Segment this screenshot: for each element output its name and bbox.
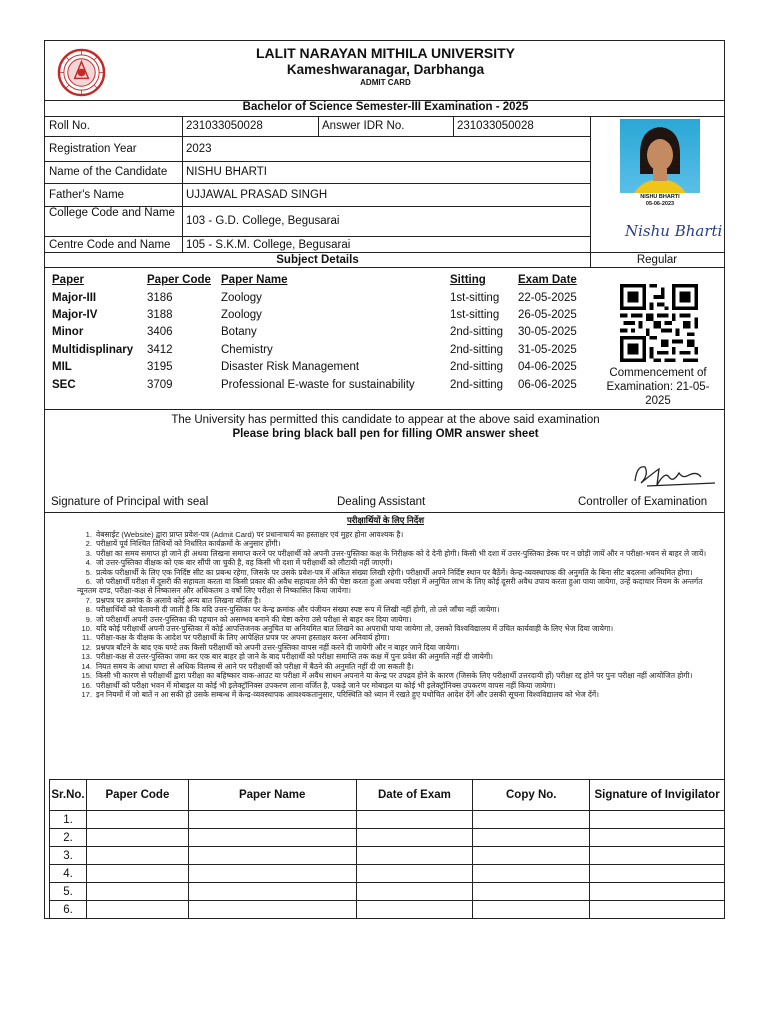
table-header-row (50, 780, 725, 811)
row-code: 3406 (147, 326, 173, 338)
row-number: 6. (50, 901, 87, 919)
candidate-name-label: Name of the Candidate (49, 166, 168, 178)
college-value: 103 - G.D. College, Begusarai (186, 215, 340, 227)
header-date-of-exam: Date of Exam (356, 780, 473, 811)
roll-value: 231033050028 (186, 120, 263, 132)
list-item: 3. परीक्षा का समय समाप्त हो जाने ही अथवा लिखना समाप्त करने पर परीक्षार्थी को अपनी उत्तर-पुस्तिका कक्ष के निरीक्षक को दे देनी होगी। किसी भी दशा में उत्तर-पुस्तिका डेस्क पर न छोड़ी जायें और न परीक्षा-भवन से बाहर ले जायें। (85, 548, 707, 558)
row-number: 1. (50, 811, 87, 829)
commencement-date: Commencement of Examination: 21-05-2025 (606, 367, 710, 407)
list-item: 16. परीक्षार्थी को परीक्षा भवन में मोबाइल या कोई भी इलेक्ट्रॉनिक्स उपकरण लाना वर्जित है, पकड़े जाने पर मोबाइल या कोई भी इलेक्ट्रॉनिक्स उपकरण वापस नहीं किया जायेगा। (81, 680, 556, 690)
row-code: 3188 (147, 309, 173, 321)
list-item: 12. प्रश्नपत्र बाँटने के बाद एक घण्टे तक किसी परीक्षार्थी को अपनी उत्तर-पुस्तिका वापस नहीं करने दी जायेगी और न बाहर जाने दिया जायेगा। (81, 642, 460, 652)
list-item: 2. परीक्षायें पूर्व निश्चित तिथियों को निर्धारित कार्यक्रमों के अनुसार होंगी। (85, 539, 281, 549)
row-sitting: 1st-sitting (450, 292, 500, 304)
row-sitting: 2nd-sitting (450, 379, 504, 391)
row-paper: SEC (52, 379, 76, 391)
row-name: Disaster Risk Management (221, 361, 360, 373)
row-number: 4. (50, 865, 87, 883)
qr-code-icon (620, 284, 698, 362)
row-number: 2. (50, 829, 87, 847)
university-location: Kameshwaranagar, Darbhanga (286, 62, 485, 77)
row-name: Botany (221, 326, 257, 338)
row-sitting: 2nd-sitting (450, 361, 504, 373)
reg-year-value: 2023 (186, 143, 212, 155)
list-item: 15. किसी भी कारण से परीक्षार्थी द्वारा परीक्षा का बहिष्कार वाक-आउट या परीक्षा में अवैध साधन अपनाने या केन्द्र पर उपद्रव होने के कारण (जिसके लिए परीक्षार्थी उत्तरदायी हों) परीक्षा रद्द होने पर पुनः परीक्षा नहीं आयोजित होगी। (81, 671, 693, 681)
row-date: 26-05-2025 (518, 309, 577, 321)
col-paper: Paper (52, 274, 84, 286)
candidate-signature: Nishu Bharti (625, 222, 723, 240)
col-paper-code: Paper Code (147, 274, 211, 286)
row-sitting: 2nd-sitting (450, 326, 504, 338)
row-code: 3709 (147, 379, 173, 391)
list-item: 14. नियत समय के आधा घण्टा से अधिक विलम्ब से आने पर परीक्षार्थी को परीक्षा में बैठने की अनुमति नहीं दी जा सकती है। (81, 661, 414, 671)
instructions-list (77, 530, 707, 699)
row-date: 06-06-2025 (518, 379, 577, 391)
table-row (50, 883, 725, 901)
controller-label: Controller of Examination (578, 496, 708, 508)
pen-notice: Please bring black ball pen for filling OMR answer sheet (232, 428, 539, 440)
row-name: Chemistry (221, 344, 273, 356)
father-name-value: UJJAWAL PRASAD SINGH (186, 189, 328, 201)
exam-status: Regular (636, 254, 678, 266)
header-paper-name: Paper Name (188, 780, 356, 811)
instructions-title: परीक्षार्थियों के लिए निर्देश (346, 515, 425, 525)
table-row (50, 901, 725, 919)
list-item: 10. यदि कोई परीक्षार्थी अपनी उत्तर-पुस्तिका में कोई आपत्तिजनक अनुचित या अनियमित बात लिखने का अपराधी पाया जायेगा तो, उसको विश्वविद्यालय में उचित कार्यवाही के लिए भेज दिया जायेगा। (81, 624, 614, 634)
row-paper: Major-IV (52, 309, 98, 321)
list-item: 17. इन नियमों में जो बातें न आ सकी हो उसके सम्बन्ध में केन्द्र-व्यवस्थापक आवश्यकतानुसार, परिस्थिति को ध्यान में रखते हुए यथोचित आदेश देंगें और उसकी सूचना विश्वविद्यालय को भेज देंगें। (81, 689, 600, 699)
table-row (50, 865, 725, 883)
list-item: 13. परीक्षा-कक्ष से उत्तर-पुस्तिका जमा कर एक बार बाहर हो जाने के बाद परीक्षार्थी को परीक्षा समाप्ति तक कक्ष में पुनः प्रवेश की अनुमति नहीं दी जायेगी। (81, 652, 494, 662)
list-item: 6. जो परीक्षार्थी परीक्षा में दूसरी की सहायता करता या किसी प्रकार की अवैध सहायता लेने की चेष्टा करता हुआ अथवा परीक्षा में अनुचित लाभ के लिए कोई दूसरी अवैध उपाय करता हुआ पाया जायेगा, उन्हें कदाचार नियम के अन्तर्गत न्यूनतम दण्ड, परीक्षा-कक्ष से निष्कासन और अधिकतम 3 वर्षो लिए परीक्षा से निष्कासित किया जायेगा। (77, 577, 703, 596)
document-type: ADMIT CARD (360, 78, 411, 87)
row-name: Zoology (221, 292, 262, 304)
controller-signature-icon (627, 453, 719, 493)
col-paper-name: Paper Name (221, 274, 288, 286)
university-name: LALIT NARAYAN MITHILA UNIVERSITY (255, 45, 515, 61)
college-label: College Code and Name (49, 207, 175, 219)
permission-notice: The University has permitted this candidate to appear at the above said examination (171, 414, 600, 426)
header-paper-code: Paper Code (86, 780, 188, 811)
candidate-name-value: NISHU BHARTI (186, 166, 267, 178)
list-item: 9. जो परीक्षार्थी अपनी उत्तर-पुस्तिका की पहचान को असम्भव बनाने की चेष्टा करेगा उसे परीक्षा से बाहर कर दिया जायेगा। (85, 614, 412, 624)
row-paper: Multidisplinary (52, 344, 134, 356)
table-row (50, 811, 725, 829)
row-paper: Major-III (52, 292, 97, 304)
header-sr-no: Sr.No. (50, 780, 87, 811)
idr-label: Answer IDR No. (322, 120, 405, 132)
row-date: 30-05-2025 (518, 326, 577, 338)
roll-label: Roll No. (49, 120, 90, 132)
photo-caption-date: 05-06-2023 (645, 201, 675, 207)
candidate-photo (620, 119, 700, 209)
row-code: 3412 (147, 344, 173, 356)
idr-value: 231033050028 (457, 120, 534, 132)
subject-details-heading: Subject Details (276, 254, 359, 266)
row-code: 3186 (147, 292, 173, 304)
row-code: 3195 (147, 361, 173, 373)
father-name-label: Father's Name (49, 189, 125, 201)
dealing-assistant-label: Dealing Assistant (337, 496, 426, 508)
row-number: 5. (50, 883, 87, 901)
photo-caption-name: NISHU BHARTI (640, 194, 680, 200)
row-date: 22-05-2025 (518, 292, 577, 304)
list-item: 1. वेबसाईट (Website) द्वारा प्राप्त प्रवेश-पत्र (Admit Card) पर प्रधानाचार्य का हस्ताक्षर एवं मुहर होना आवश्यक है। (85, 530, 404, 539)
invigilator-table (49, 779, 725, 919)
table-row (50, 847, 725, 865)
col-sitting: Sitting (450, 274, 486, 286)
row-sitting: 1st-sitting (450, 309, 500, 321)
row-date: 31-05-2025 (518, 344, 577, 356)
list-item: 11. परीक्षा-कक्ष के वीक्षक के आदेश पर परीक्षार्थी के लिए आपेक्षित प्रपत्र पर अपना हस्ताक्षर करना अनिवार्य होगा। (82, 633, 390, 643)
row-date: 04-06-2025 (518, 361, 577, 373)
centre-label: Centre Code and Name (49, 239, 171, 251)
principal-signature-label: Signature of Principal with seal (51, 496, 209, 508)
table-row (50, 829, 725, 847)
list-item: 8. परीक्षार्थियों को चेतावनी दी जाती है कि यदि उत्तर-पुस्तिका पर केन्द्र क्रमांक और पंजीयन संख्या स्पष्ट रूप में लिखी नहीं होगी, तो उसे जाँचा नहीं जायेगा। (85, 605, 500, 615)
header-copy-no: Copy No. (473, 780, 590, 811)
admit-card (44, 40, 725, 919)
row-paper: MIL (52, 361, 72, 373)
row-number: 3. (50, 847, 87, 865)
list-item: 5. प्रत्येक परीक्षार्थी के लिए एक निर्दिष्ट सीट का प्रबन्ध रहेगा, जिसके पर उसके प्रवेश-पत्र में अंकित संख्या लिखी रहेगी। परीक्षार्थी अपने निर्दिष्ट स्थान पर बैठेंगें। केन्द्र-व्यवस्थापक की अनुमति के बिना सीट बदलना अनियमित होगा। (85, 567, 693, 577)
header-invigilator-signature: Signature of Invigilator (590, 780, 725, 811)
row-name: Professional E-waste for sustainability (221, 379, 415, 391)
row-sitting: 2nd-sitting (450, 344, 504, 356)
exam-title: Bachelor of Science Semester-III Examination - 2025 (242, 101, 529, 113)
list-item: 7. प्रश्नपत्र पर क्रमांक के अलावे कोई अन्य बात लिखना वर्जित है। (85, 595, 262, 605)
row-name: Zoology (221, 309, 262, 321)
col-exam-date: Exam Date (518, 274, 577, 286)
centre-value: 105 - S.K.M. College, Begusarai (186, 239, 351, 251)
list-item: 4. जो उत्तर-पुस्तिका वीक्षक को एक बार सौंपी जा चुकी है, वह किसी भी दशा में परीक्षार्थी को लौटायी नहीं जाएगी। (85, 558, 393, 568)
row-paper: Minor (52, 326, 84, 338)
reg-year-label: Registration Year (49, 143, 137, 155)
